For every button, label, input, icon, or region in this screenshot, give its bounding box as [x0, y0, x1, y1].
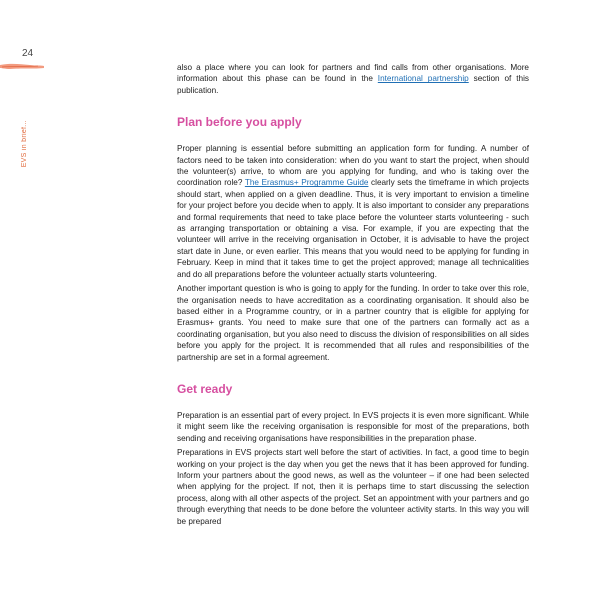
intro-paragraph: also a place where you can look for partners and find calls from other organisations. More information about this phase can be found in the International partnership section of this publication.: [177, 63, 529, 95]
section-heading-plan: Plan before you apply: [177, 115, 302, 130]
plan-paragraph-2: Another important question is who is going to apply for the funding. In order to take over this role, the organisation needs to have accreditation as a coordinating organisation. It should also be based either in a Programme country, or in a partner country that is eligible for applying for Erasmus+ grants. You need to make sure that one of the partners can formally act as a coordinating organisation, but you also need to discuss the division of responsibilities on all sides before you apply for the project. It is recommended that all rules and responsibilities of the partnership are set in a formal agreement.: [177, 284, 529, 362]
brush-stroke-decoration: [0, 60, 44, 72]
programme-guide-link[interactable]: The Erasmus+ Programme Guide: [244, 178, 369, 188]
page-number: 24: [22, 48, 34, 59]
main-content: [177, 62, 529, 530]
get-ready-paragraph-2: Preparations in EVS projects start well before the start of activities. In fact, a good time to begin working on your project is the day when you get the news that it has been approved for funding. Inform your partners about the good news, as well as the volunteer – if one had been selected when applying for the project. If not, then it is perhaps time to start discussing the selection process, along with all other aspects of the project. Set an appointment with your partners and go through everything that needs to be done before the volunteer activity starts. In this way you will be prepared: [177, 448, 529, 526]
plan-paragraph-1: Proper planning is essential before submitting an application form for funding. A number of factors need to be taken into consideration: when do you want to start the project, when should the volunteer(s) arrive, to whom are you applying for funding, and who is taking over the coordination role? The Erasmus+ Programme Guide clearly sets the timeframe in which projects should start, when applied on a given deadline. Thus, it is very important to envision a timeline for your project before you decide when to apply. It is also important to consider any preparations and formal requirements that need to take place before the volunteer starts volunteering - such as arranging transportation or obtaining a visa. For example, if you are expecting that the volunteer will arrive in the receiving organisation in October, it is advisable to have the project start date in June, or even earlier. This means that you would need to be applying for funding in February. Keep in mind that it takes time to get the project approved; manage all technicalities and do all preparations before the volunteer actually starts volunteering.: [177, 144, 529, 279]
get-ready-paragraph-1: Preparation is an essential part of every project. In EVS projects it is even more significant. While it might seem like the receiving organisation is responsible for most of the preparations, both sending and receiving organisations have responsibilities in the preparation phase.: [177, 410, 529, 443]
section-heading-get-ready: Get ready: [177, 381, 233, 396]
side-section-label: EVS in brief...: [21, 120, 28, 168]
international-partnership-link[interactable]: International partnership: [377, 74, 469, 84]
